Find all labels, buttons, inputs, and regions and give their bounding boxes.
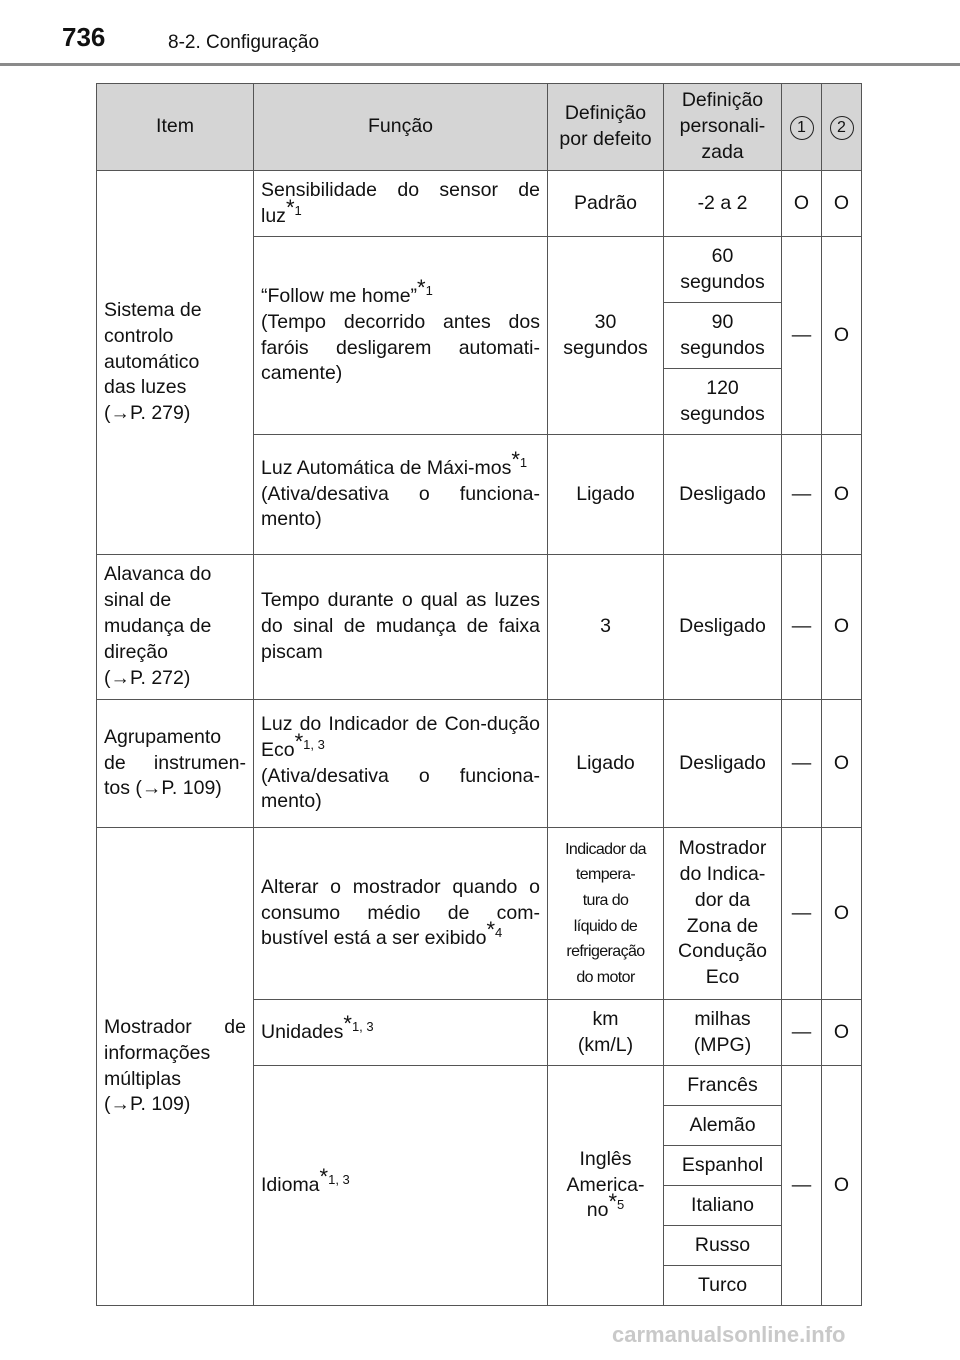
function-cell: Sensibilidade do sensor de luz$^{*1}$ bbox=[254, 171, 548, 237]
function-cell: Unidades$^{*1, 3}$ bbox=[254, 1000, 548, 1066]
header-col-1 bbox=[782, 84, 822, 171]
item-cell: Mostrador de informações múltiplas (→P. 109) bbox=[97, 828, 254, 1306]
header-item: Item bbox=[97, 84, 254, 171]
default-cell: Indicador da tempera- tura do líquido de refrigeração do motor bbox=[548, 828, 664, 1000]
col1-cell: — bbox=[782, 237, 822, 435]
language-option: Espanhol bbox=[664, 1146, 782, 1186]
circled-1-icon: 1 bbox=[790, 116, 814, 140]
custom-cell: 120 segundos bbox=[664, 369, 782, 435]
language-option: Francês bbox=[664, 1066, 782, 1106]
default-cell: Ligado bbox=[548, 435, 664, 555]
item-cell: Alavanca do sinal de mudança de direção (→P. 272) bbox=[97, 555, 254, 700]
col2-cell: O bbox=[822, 1000, 862, 1066]
table-row bbox=[97, 828, 862, 1000]
custom-cell: 60 segundos bbox=[664, 237, 782, 303]
language-option: Alemão bbox=[664, 1106, 782, 1146]
col2-cell: O bbox=[822, 1066, 862, 1306]
custom-cell: -2 a 2 bbox=[664, 171, 782, 237]
col1-cell: — bbox=[782, 435, 822, 555]
col2-cell: O bbox=[822, 828, 862, 1000]
default-cell: Padrão bbox=[548, 171, 664, 237]
header-col-2 bbox=[822, 84, 862, 171]
page-number: 736 bbox=[62, 22, 106, 52]
table-row bbox=[97, 555, 862, 700]
default-cell: km (km/L) bbox=[548, 1000, 664, 1066]
col1-cell: — bbox=[782, 555, 822, 700]
custom-cell: Desligado bbox=[664, 435, 782, 555]
default-cell: 30 segundos bbox=[548, 237, 664, 435]
function-cell: Idioma$^{*1, 3}$ bbox=[254, 1066, 548, 1306]
function-cell: Tempo durante o qual as luzes do sinal de mudança de faixa piscam bbox=[254, 555, 548, 700]
col2-cell: O bbox=[822, 435, 862, 555]
watermark-text: carmanualsonline.info bbox=[612, 1322, 846, 1347]
default-cell: Inglês America- $no^{*5}$ bbox=[548, 1066, 664, 1306]
custom-cell: Desligado bbox=[664, 700, 782, 828]
custom-cell: 90 segundos bbox=[664, 303, 782, 369]
col1-cell: — bbox=[782, 828, 822, 1000]
col2-cell: O bbox=[822, 555, 862, 700]
function-cell: “Follow me home”$^{*1}$ (Tempo decorrido antes dos faróis desligarem automati-camente) bbox=[254, 237, 548, 435]
settings-table bbox=[96, 83, 862, 1306]
custom-cell: Mostrador do Indica- dor da Zona de Condução Eco bbox=[664, 828, 782, 1000]
circled-2-icon: 2 bbox=[830, 116, 854, 140]
item-cell: Agrupamento de instrumen-tos (→P. 109) bbox=[97, 700, 254, 828]
section-title: 8-2. Configuração bbox=[168, 32, 320, 53]
custom-cell: Desligado bbox=[664, 555, 782, 700]
language-option: Italiano bbox=[664, 1186, 782, 1226]
col2-cell: O bbox=[822, 171, 862, 237]
function-cell: Alterar o mostrador quando o consumo médio de com-bustível está a ser exibido$^{*4}$ bbox=[254, 828, 548, 1000]
default-cell: 3 bbox=[548, 555, 664, 700]
language-option: Turco bbox=[664, 1266, 782, 1306]
table-header-row bbox=[97, 84, 862, 171]
header-definicao-defeito: Definição por defeito bbox=[548, 84, 664, 171]
col1-cell: — bbox=[782, 1066, 822, 1306]
col2-cell: O bbox=[822, 237, 862, 435]
col1-cell: — bbox=[782, 700, 822, 828]
table-row bbox=[97, 171, 862, 237]
default-cell: Ligado bbox=[548, 700, 664, 828]
custom-cell: milhas (MPG) bbox=[664, 1000, 782, 1066]
header-definicao-personalizada: Definição personali- zada bbox=[664, 84, 782, 171]
function-cell: Luz Automática de Máxi-mos$^{*1}$ (Ativa/desativa o funciona-mento) bbox=[254, 435, 548, 555]
page-header bbox=[0, 0, 960, 68]
function-cell: Luz do Indicador de Con-dução Eco$^{*1, 3}$ (Ativa/desativa o funciona-mento) bbox=[254, 700, 548, 828]
header-funcao: Função bbox=[254, 84, 548, 171]
col2-cell: O bbox=[822, 700, 862, 828]
col1-cell: O bbox=[782, 171, 822, 237]
item-cell: Sistema de controlo automático das luzes (→P. 279) bbox=[97, 171, 254, 555]
col1-cell: — bbox=[782, 1000, 822, 1066]
header-divider bbox=[0, 63, 960, 66]
language-option: Russo bbox=[664, 1226, 782, 1266]
table-row bbox=[97, 700, 862, 828]
